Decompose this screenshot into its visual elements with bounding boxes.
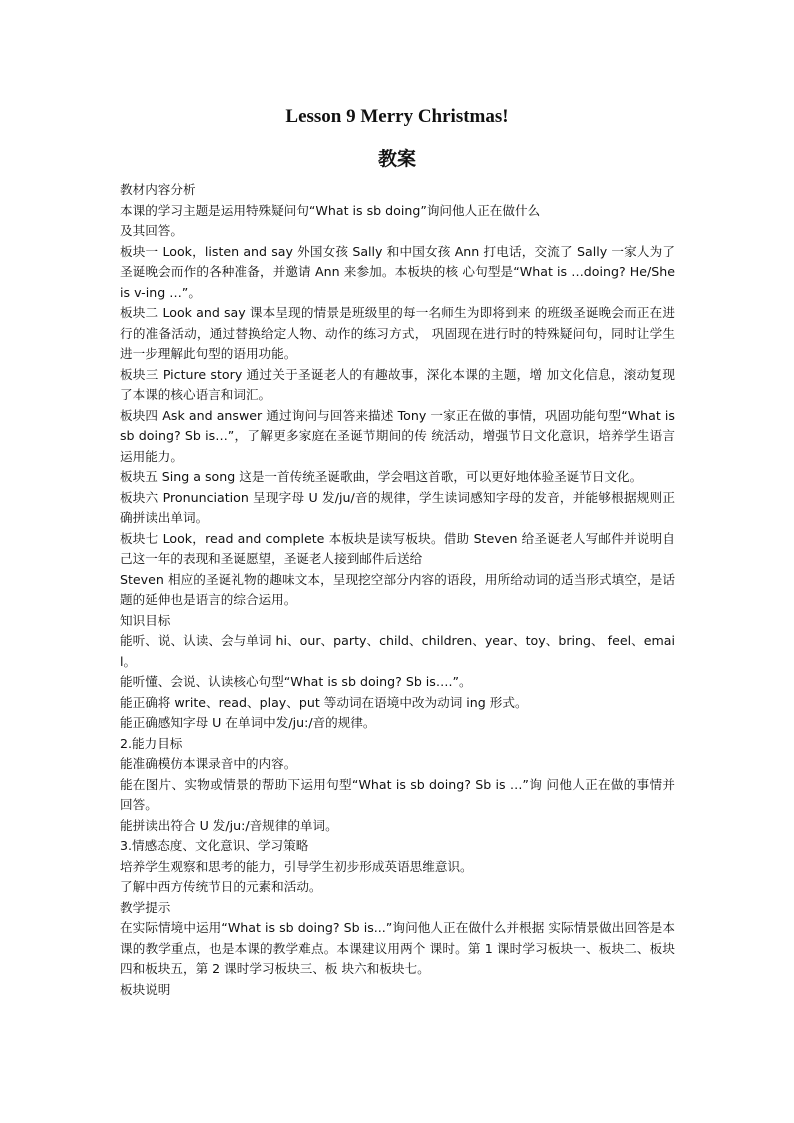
lesson-plan-body (120, 180, 675, 1000)
paragraph: 教材内容分析 (120, 182, 196, 197)
paragraph: 在实际情境中运用“What is sb doing? Sb is...”询问他人正在做什么并根据 实际情景做出回答是本课的教学重点，也是本课的教学难点。本课建议用两个 课时。第 1 课时学习板块一、板块二、板块四和板块五，第 2 课时学习板块三、板 块六和板块七。 (120, 920, 675, 976)
paragraph: 了解中西方传统节日的元素和活动。 (120, 879, 322, 894)
paragraph: 3.情感态度、文化意识、学习策略 (120, 838, 309, 853)
paragraph: 及其回答。 (120, 223, 183, 238)
paragraph: 能正确感知字母 U 在单词中发/ju:/音的规律。 (120, 715, 376, 730)
paragraph: 能在图片、实物或情景的帮助下运用句型“What is sb doing? Sb is …”询 问他人正在做的事情并回答。 (120, 776, 675, 812)
paragraph: 板块说明 (120, 981, 171, 997)
paragraph: 能拼读出符合 U 发/ju:/音规律的单词。 (120, 817, 338, 833)
paragraph: 能正确将 write、read、play、put 等动词在语境中改为动词 ing 形式。 (120, 694, 528, 710)
paragraph: 知识目标 (120, 612, 171, 628)
paragraph: Steven 相应的圣诞礼物的趣味文本，呈现挖空部分内容的语段，用所给动词的适当形式填空，是话题的延伸也是语言的综合运用。 (120, 571, 675, 607)
lesson-subtitle: 教案 (377, 148, 416, 170)
paragraph: 能听、说、认读、会与单词 hi、our、party、child、children、year、toy、bring、 feel、email。 (120, 633, 675, 669)
paragraph: 板块五 Sing a song 这是一首传统圣诞歌曲，学会唱这首歌，可以更好地体验圣诞节日文化。 (120, 469, 643, 484)
paragraph: 板块二 Look and say 课本呈现的情景是班级里的每一名师生为即将到来 的班级圣诞晚会而正在进行的准备活动，通过替换给定人物、动作的练习方式， 巩固现在进行时的特殊疑问句，同时让学生进一步理解此句型的语用功能。 (120, 305, 675, 361)
paragraph: 板块七 Look，read and complete 本板块是读写板块。借助 Steven 给圣诞老人写邮件并说明自己这一年的表现和圣诞愿望，圣诞老人接到邮件后送给 (120, 530, 675, 566)
paragraph: 板块六 Pronunciation 呈现字母 U 发/ju/音的规律，学生读词感知字母的发音，并能够根据规则正确拼读出单词。 (120, 489, 675, 525)
paragraph: 培养学生观察和思考的能力，引导学生初步形成英语思维意识。 (120, 858, 473, 874)
paragraph: 能准确模仿本课录音中的内容。 (120, 756, 297, 771)
lesson-title: Lesson 9 Merry Christmas! (285, 106, 509, 127)
paragraph: 2.能力目标 (120, 735, 183, 751)
paragraph: 板块一 Look，listen and say 外国女孩 Sally 和中国女孩 Ann 打电话，交流了 Sally 一家人为了圣诞晚会而作的各种准备，并邀请 Ann 来参加。本板块的核 心句型是“What is …doing? He/She is v-ing …”。 (120, 243, 675, 300)
paragraph: 能听懂、会说、认读核心句型“What is sb doing? Sb is….”。 (120, 674, 472, 689)
paragraph: 板块三 Picture story 通过关于圣诞老人的有趣故事，深化本课的主题，增 加文化信息，滚动复现了本课的核心语言和词汇。 (120, 366, 675, 402)
paragraph: 教学提示 (120, 899, 171, 915)
paragraph: 板块四 Ask and answer 通过询问与回答来描述 Tony 一家正在做的事情，巩固功能句型“What is sb doing? Sb is…”，了解更多家庭在圣诞节期间的传 统活动，增强节日文化意识，培养学生语言运用能力。 (120, 407, 675, 464)
paragraph: 本课的学习主题是运用特殊疑问句“What is sb doing”询问他人正在做什么 (120, 202, 541, 218)
